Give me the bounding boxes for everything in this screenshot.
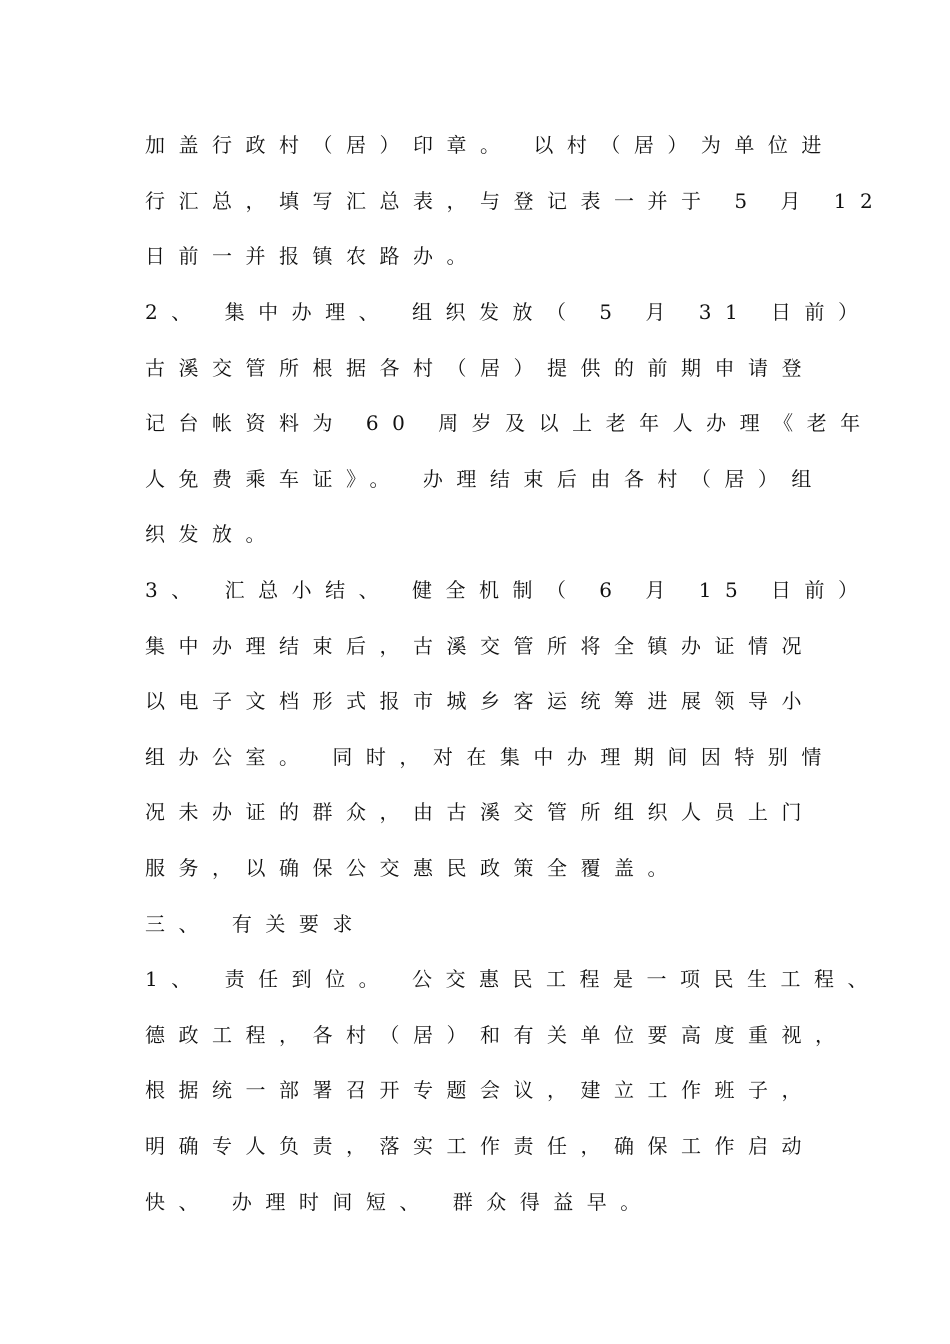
text-line: 以电子文档形式报市城乡客运统筹进展领导小 [145,689,815,713]
text-line: 快、 办理时间短、 群众得益早。 [145,1190,654,1214]
text-line: 集中办理结束后，古溪交管所将全镇办证情况 [145,634,815,658]
text-line: 行汇总，填写汇总表，与登记表一并于 5 月 12 [145,189,887,213]
text-line: 日前一并报镇农路办。 [145,244,480,268]
text-line: 根据统一部署召开专题会议，建立工作班子， [145,1078,815,1102]
text-line: 人免费乘车证》。 办理结束后由各村（居）组 [145,467,825,491]
text-line: 德政工程，各村（居）和有关单位要高度重视， [145,1023,849,1047]
text-line: 记台帐资料为 60 周岁及以上老年人办理《老年 [145,411,874,435]
text-line: 况未办证的群众，由古溪交管所组织人员上门 [145,800,815,824]
text-line: 服务，以确保公交惠民政策全覆盖。 [145,856,681,880]
section-heading: 三、 有关要求 [145,912,366,936]
text-line: 明确专人负责，落实工作责任，确保工作启动 [145,1134,815,1158]
section-heading: 1、 责任到位。 公交惠民工程是一项民生工程、 [145,967,881,991]
section-heading: 2、 集中办理、 组织发放（ 5 月 31 日前） [145,300,872,324]
text-line: 织发放。 [145,522,279,546]
text-line: 组办公室。 同时，对在集中办理期间因特别情 [145,745,835,769]
text-line: 加盖行政村（居）印章。 以村（居）为单位进 [145,133,835,157]
section-heading: 3、 汇总小结、 健全机制（ 6 月 15 日前） [145,578,872,602]
text-line: 古溪交管所根据各村（居）提供的前期申请登 [145,356,815,380]
